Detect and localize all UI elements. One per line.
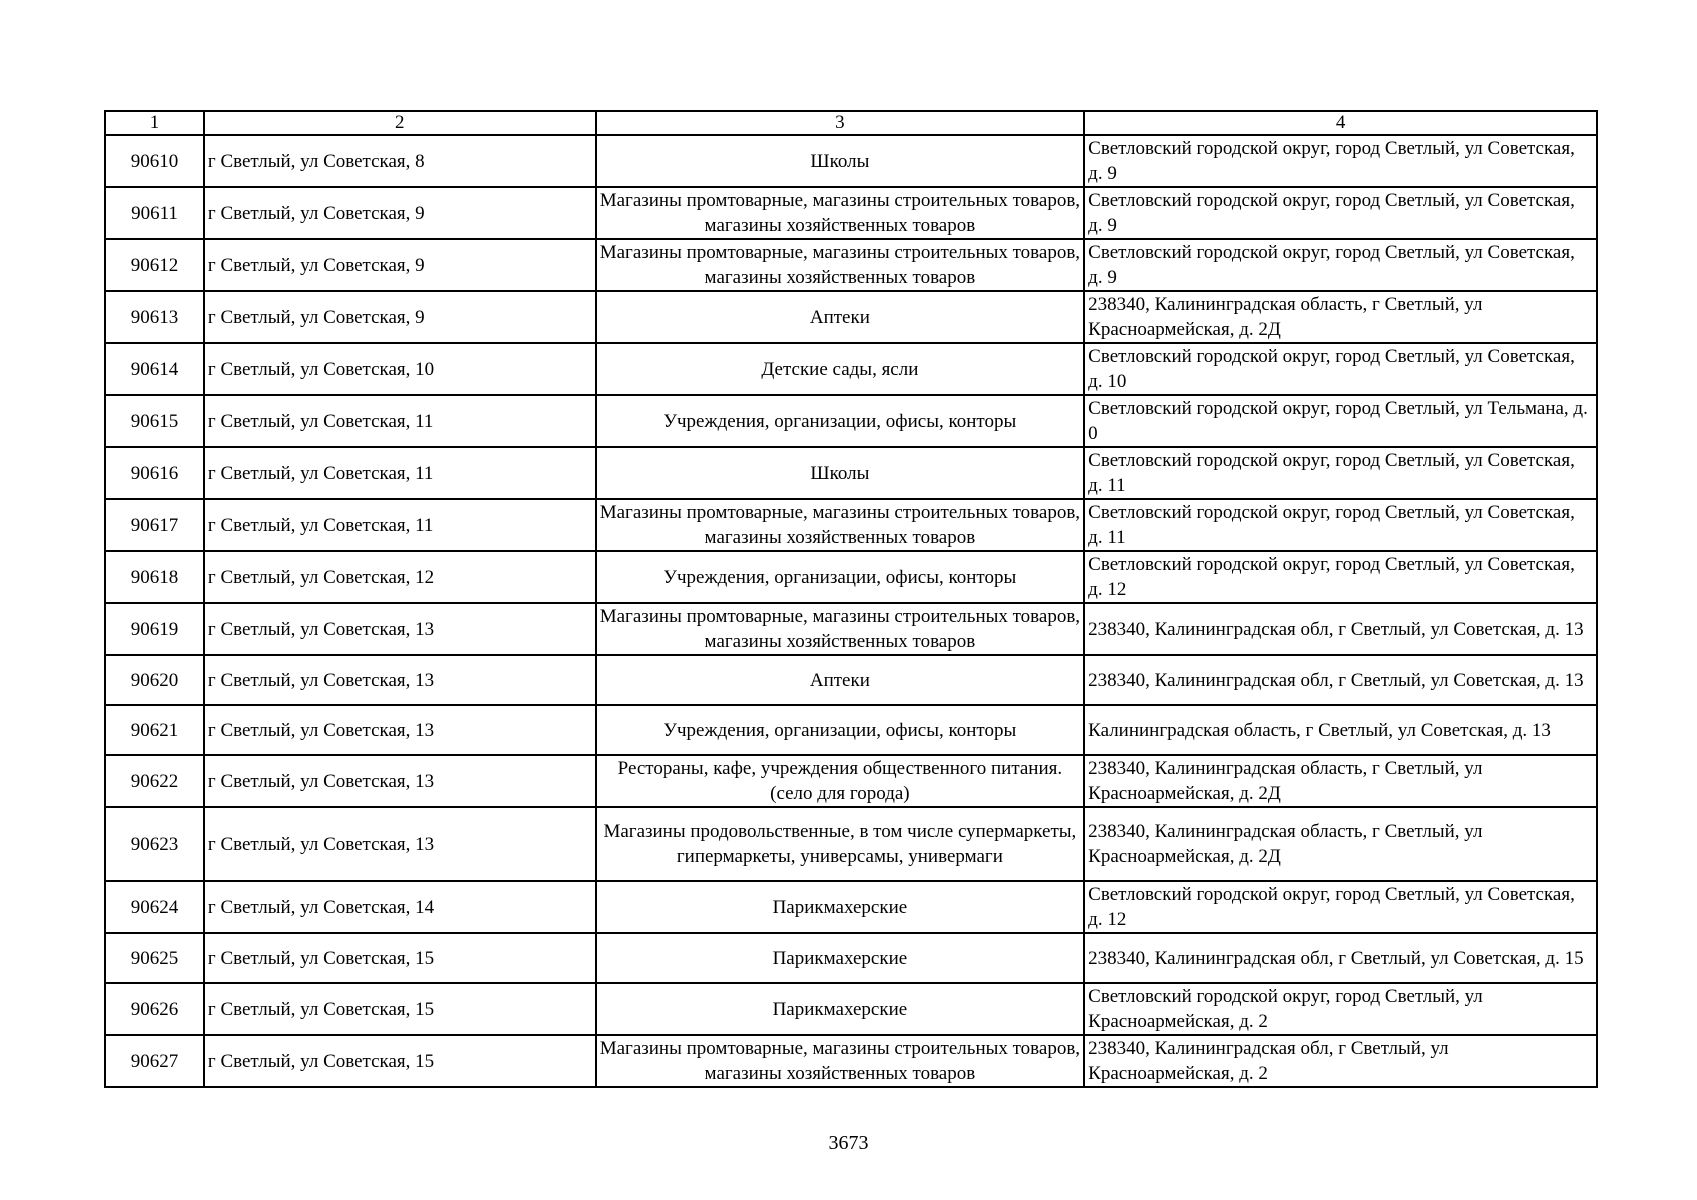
cell-number: 90617 xyxy=(105,499,204,551)
cell-address: г Светлый, ул Советская, 13 xyxy=(204,603,596,655)
table-row xyxy=(105,807,1597,881)
table-row xyxy=(105,603,1597,655)
cell-object-type: Магазины промтоварные, магазины строительных товаров, магазины хозяйственных товаров xyxy=(596,1035,1085,1087)
table-row xyxy=(105,705,1597,755)
registry-table xyxy=(104,110,1598,1088)
cell-address: г Светлый, ул Советская, 13 xyxy=(204,807,596,881)
cell-number: 90627 xyxy=(105,1035,204,1087)
cell-address: г Светлый, ул Советская, 8 xyxy=(204,135,596,187)
cell-address: г Светлый, ул Советская, 9 xyxy=(204,291,596,343)
cell-owner-address: 238340, Калининградская область, г Светлый, ул Красноармейская, д. 2Д xyxy=(1084,755,1597,807)
cell-number: 90626 xyxy=(105,983,204,1035)
cell-number: 90623 xyxy=(105,807,204,881)
cell-object-type: Аптеки xyxy=(596,291,1085,343)
cell-object-type: Магазины промтоварные, магазины строительных товаров, магазины хозяйственных товаров xyxy=(596,603,1085,655)
cell-owner-address: Калининградская область, г Светлый, ул Советская, д. 13 xyxy=(1084,705,1597,755)
cell-number: 90612 xyxy=(105,239,204,291)
cell-address: г Светлый, ул Советская, 13 xyxy=(204,705,596,755)
table-row xyxy=(105,447,1597,499)
cell-number: 90625 xyxy=(105,933,204,983)
cell-object-type: Магазины промтоварные, магазины строительных товаров, магазины хозяйственных товаров xyxy=(596,239,1085,291)
table-row xyxy=(105,135,1597,187)
column-header-1: 1 xyxy=(105,111,204,135)
column-header-3: 3 xyxy=(596,111,1085,135)
cell-owner-address: Светловский городской округ, город Светлый, ул Советская, д. 9 xyxy=(1084,239,1597,291)
cell-object-type: Детские сады, ясли xyxy=(596,343,1085,395)
cell-owner-address: Светловский городской округ, город Светлый, ул Советская, д. 12 xyxy=(1084,881,1597,933)
cell-object-type: Школы xyxy=(596,447,1085,499)
page-number: 3673 xyxy=(828,1132,869,1154)
table-row xyxy=(105,187,1597,239)
table-row xyxy=(105,1035,1597,1087)
cell-object-type: Школы xyxy=(596,135,1085,187)
cell-number: 90618 xyxy=(105,551,204,603)
cell-object-type: Учреждения, организации, офисы, конторы xyxy=(596,705,1085,755)
cell-address: г Светлый, ул Советская, 14 xyxy=(204,881,596,933)
cell-number: 90613 xyxy=(105,291,204,343)
table-row xyxy=(105,239,1597,291)
cell-owner-address: Светловский городской округ, город Светлый, ул Тельмана, д. 0 xyxy=(1084,395,1597,447)
cell-number: 90611 xyxy=(105,187,204,239)
cell-object-type: Учреждения, организации, офисы, конторы xyxy=(596,551,1085,603)
table-row xyxy=(105,499,1597,551)
cell-owner-address: 238340, Калининградская обл, г Светлый, ул Советская, д. 13 xyxy=(1084,655,1597,705)
cell-address: г Светлый, ул Советская, 9 xyxy=(204,239,596,291)
cell-object-type: Аптеки xyxy=(596,655,1085,705)
table-row xyxy=(105,343,1597,395)
cell-number: 90610 xyxy=(105,135,204,187)
cell-number: 90619 xyxy=(105,603,204,655)
cell-number: 90621 xyxy=(105,705,204,755)
cell-address: г Светлый, ул Советская, 15 xyxy=(204,983,596,1035)
table-row xyxy=(105,983,1597,1035)
header-row xyxy=(105,111,1597,135)
cell-address: г Светлый, ул Советская, 10 xyxy=(204,343,596,395)
cell-owner-address: Светловский городской округ, город Светлый, ул Советская, д. 9 xyxy=(1084,135,1597,187)
cell-object-type: Магазины продовольственные, в том числе супермаркеты, гипермаркеты, универсамы, универмаги xyxy=(596,807,1085,881)
cell-number: 90620 xyxy=(105,655,204,705)
cell-owner-address: Светловский городской округ, город Светлый, ул Советская, д. 11 xyxy=(1084,447,1597,499)
cell-object-type: Магазины промтоварные, магазины строительных товаров, магазины хозяйственных товаров xyxy=(596,499,1085,551)
cell-number: 90624 xyxy=(105,881,204,933)
column-header-2: 2 xyxy=(204,111,596,135)
cell-owner-address: Светловский городской округ, город Светлый, ул Советская, д. 10 xyxy=(1084,343,1597,395)
cell-number: 90614 xyxy=(105,343,204,395)
cell-object-type: Учреждения, организации, офисы, конторы xyxy=(596,395,1085,447)
cell-object-type: Парикмахерские xyxy=(596,933,1085,983)
cell-address: г Светлый, ул Советская, 11 xyxy=(204,395,596,447)
cell-number: 90615 xyxy=(105,395,204,447)
cell-object-type: Магазины промтоварные, магазины строительных товаров, магазины хозяйственных товаров xyxy=(596,187,1085,239)
table-row xyxy=(105,551,1597,603)
cell-address: г Светлый, ул Советская, 11 xyxy=(204,499,596,551)
cell-address: г Светлый, ул Советская, 15 xyxy=(204,1035,596,1087)
cell-owner-address: 238340, Калининградская область, г Светлый, ул Красноармейская, д. 2Д xyxy=(1084,807,1597,881)
cell-object-type: Парикмахерские xyxy=(596,881,1085,933)
column-header-4: 4 xyxy=(1084,111,1597,135)
cell-address: г Светлый, ул Советская, 9 xyxy=(204,187,596,239)
cell-owner-address: Светловский городской округ, город Светлый, ул Советская, д. 9 xyxy=(1084,187,1597,239)
cell-owner-address: Светловский городской округ, город Светлый, ул Советская, д. 11 xyxy=(1084,499,1597,551)
cell-address: г Светлый, ул Советская, 13 xyxy=(204,755,596,807)
table-row xyxy=(105,395,1597,447)
cell-object-type: Парикмахерские xyxy=(596,983,1085,1035)
cell-owner-address: Светловский городской округ, город Светлый, ул Советская, д. 12 xyxy=(1084,551,1597,603)
cell-address: г Светлый, ул Советская, 11 xyxy=(204,447,596,499)
table-row xyxy=(105,881,1597,933)
cell-address: г Светлый, ул Советская, 13 xyxy=(204,655,596,705)
cell-owner-address: 238340, Калининградская область, г Светлый, ул Красноармейская, д. 2Д xyxy=(1084,291,1597,343)
cell-number: 90622 xyxy=(105,755,204,807)
cell-object-type: Рестораны, кафе, учреждения общественного питания. (село для города) xyxy=(596,755,1085,807)
cell-owner-address: Светловский городской округ, город Светлый, ул Красноармейская, д. 2 xyxy=(1084,983,1597,1035)
cell-number: 90616 xyxy=(105,447,204,499)
cell-owner-address: 238340, Калининградская обл, г Светлый, ул Красноармейская, д. 2 xyxy=(1084,1035,1597,1087)
table-row xyxy=(105,933,1597,983)
cell-owner-address: 238340, Калининградская обл, г Светлый, ул Советская, д. 15 xyxy=(1084,933,1597,983)
cell-address: г Светлый, ул Советская, 15 xyxy=(204,933,596,983)
cell-address: г Светлый, ул Советская, 12 xyxy=(204,551,596,603)
table-row xyxy=(105,655,1597,705)
cell-owner-address: 238340, Калининградская обл, г Светлый, ул Советская, д. 13 xyxy=(1084,603,1597,655)
table-row xyxy=(105,755,1597,807)
table-row xyxy=(105,291,1597,343)
